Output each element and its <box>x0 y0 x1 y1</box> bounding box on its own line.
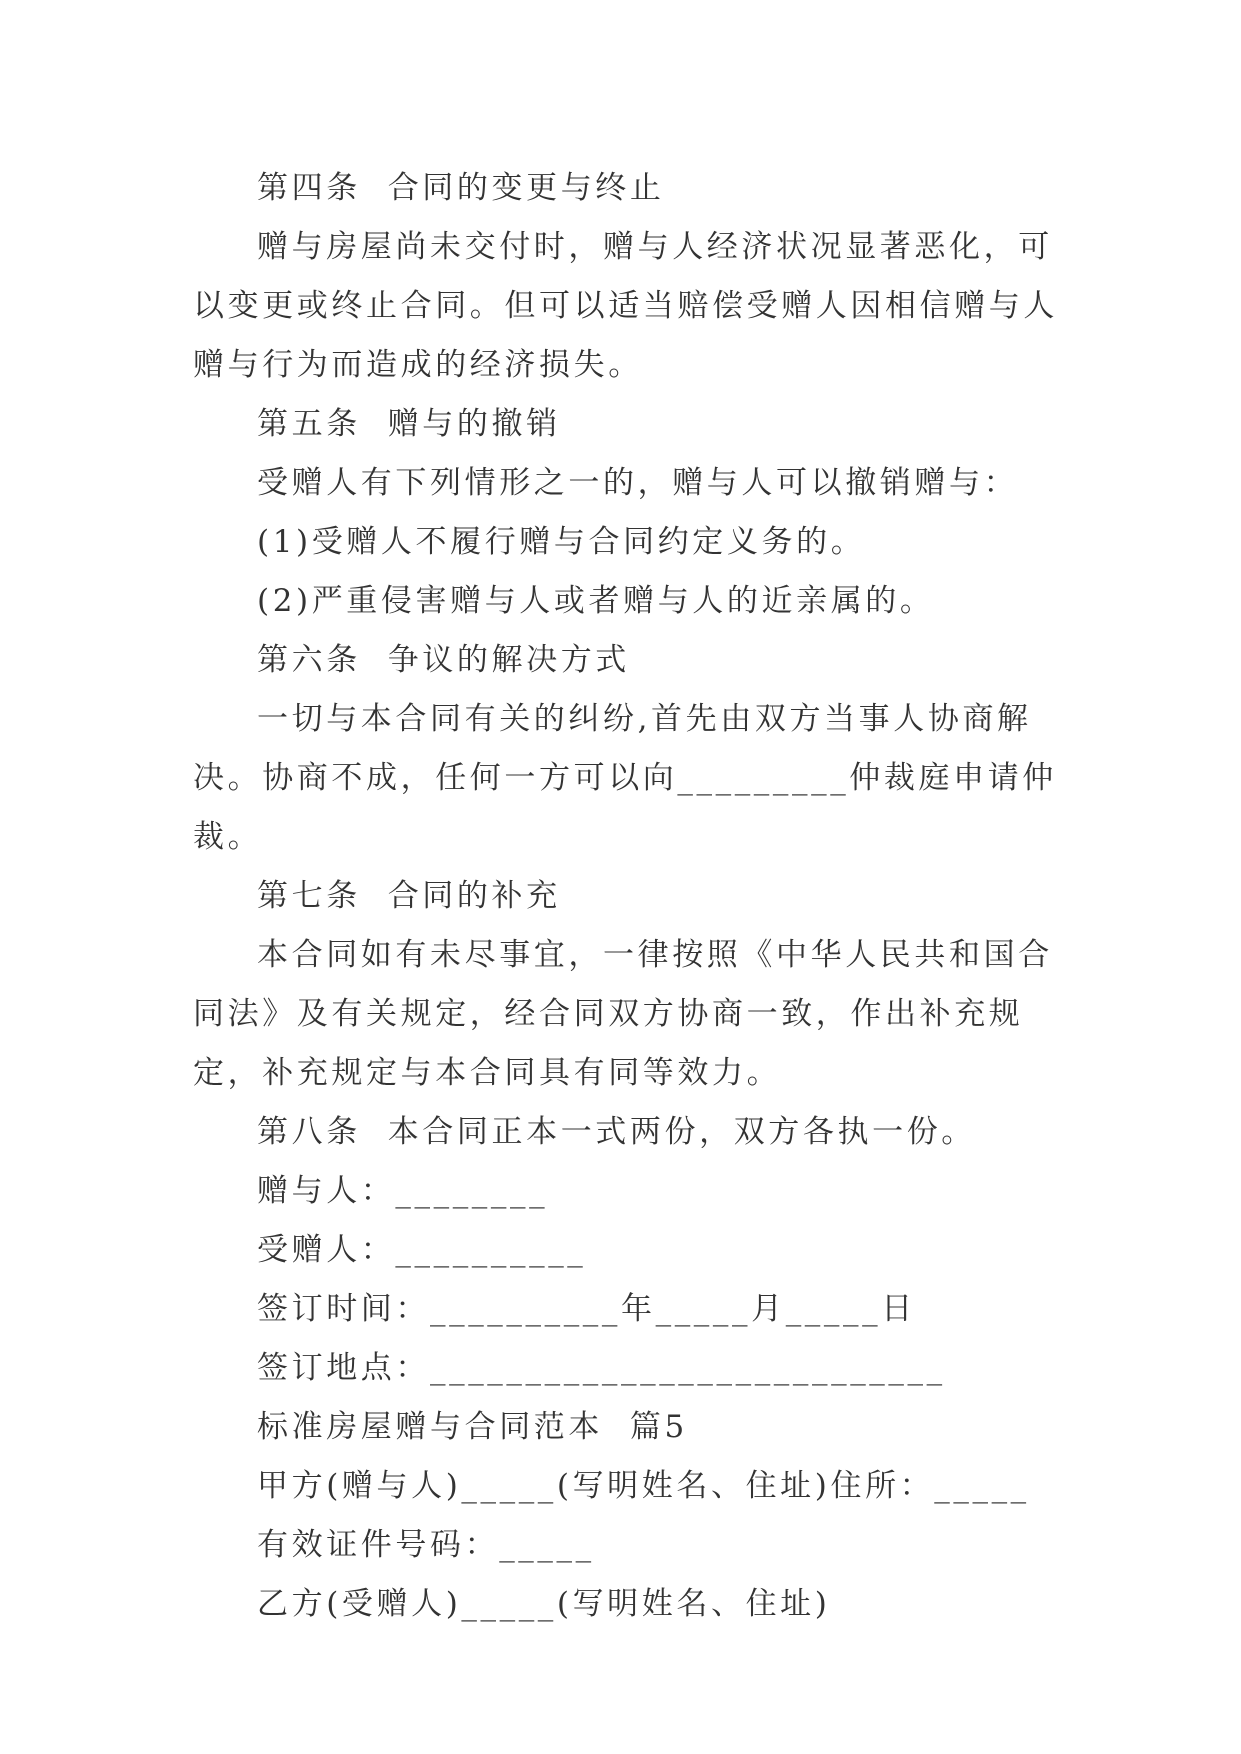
article-5-item-2: (2)严重侵害赠与人或者赠与人的近亲属的。 <box>257 583 935 619</box>
article-6-text: 一切与本合同有关的纠纷,首先由双方当事人协商解决。协商不成，任何一方可以向_________仲裁庭申请仲裁。 <box>193 701 1057 855</box>
article-5-text: 受赠人有下列情形之一的，赠与人可以撤销赠与： <box>257 465 1019 501</box>
article-6-heading: 第六条 争议的解决方式 <box>257 642 630 678</box>
article-7-text: 本合同如有未尽事宜，一律按照《中华人民共和国合同法》及有关规定，经合同双方协商一致，作出补充规定，补充规定与本合同具有同等效力。 <box>193 937 1053 1091</box>
donor-signature-line: 赠与人：________ <box>257 1173 549 1209</box>
donee-signature-line: 受赠人：__________ <box>257 1232 587 1268</box>
signing-date-line: 签订时间：__________年_____月_____日 <box>257 1291 916 1327</box>
article-7-heading: 第七条 合同的补充 <box>257 878 561 914</box>
party-a-line: 甲方(赠与人)_____(写明姓名、住址)住所：_____ <box>257 1468 1030 1504</box>
article-8-text: 第八条 本合同正本一式两份，双方各执一份。 <box>257 1114 976 1150</box>
signing-place-line: 签订地点：___________________________ <box>257 1350 946 1386</box>
article-5-item-1: (1)受赠人不履行赠与合同约定义务的。 <box>257 524 866 560</box>
id-number-line: 有效证件号码：_____ <box>257 1527 595 1563</box>
document-body <box>193 159 1063 1634</box>
party-b-line: 乙方(受赠人)_____(写明姓名、住址) <box>257 1586 831 1622</box>
article-4-heading: 第四条 合同的变更与终止 <box>257 170 665 206</box>
article-5-heading: 第五条 赠与的撤销 <box>257 406 561 442</box>
article-4-text: 赠与房屋尚未交付时，赠与人经济状况显著恶化，可以变更或终止合同。但可以适当赔偿受赠人因相信赠与人赠与行为而造成的经济损失。 <box>193 229 1058 383</box>
template-5-heading: 标准房屋赠与合同范本 篇5 <box>257 1409 688 1445</box>
